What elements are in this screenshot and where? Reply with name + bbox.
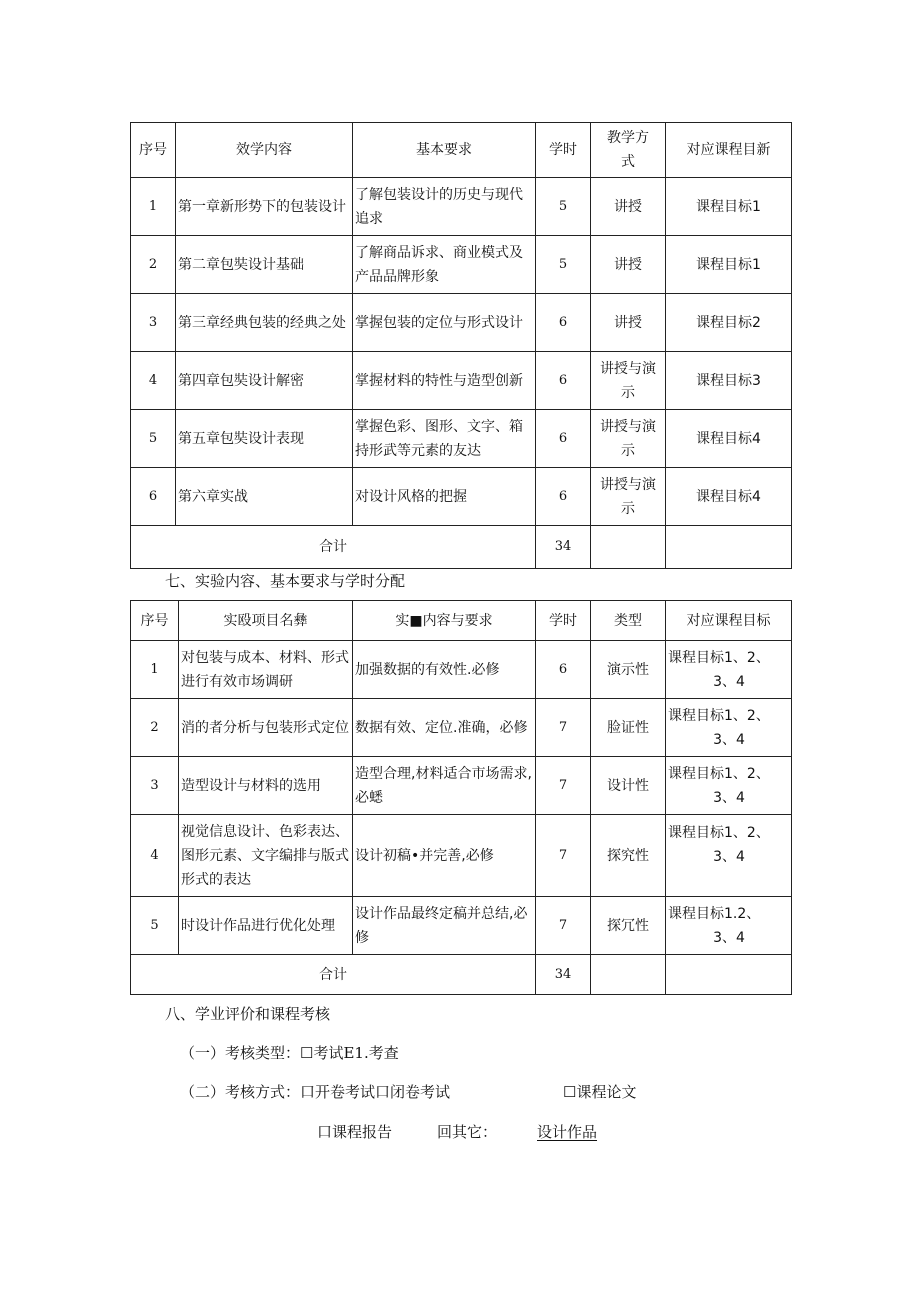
row-content: 第六章实战 [176,468,353,526]
row-content: 第一章新形势下的包装设计 [176,178,353,236]
table-row [131,236,792,294]
row-type: 探究性 [591,815,666,897]
row-name: 视觉信息设计、色彩表达、图形元素、文字编排与版式形式的表达 [179,815,353,897]
total-hours: 34 [536,955,591,995]
total-row [131,955,792,995]
total-hours: 34 [536,526,591,569]
row-method: 讲授 [591,294,666,352]
table-header-row [131,601,792,641]
row-goal: 课程目标2 [666,294,792,352]
row-req: 了解包装设计的历史与现代追求 [353,178,536,236]
row-no: 4 [131,352,176,410]
row-goal: 课程目标1、2、 3、4 [666,699,792,757]
table-row [131,178,792,236]
table-row [131,757,792,815]
row-hours: 6 [536,468,591,526]
exam-type-line: （一）考核类型：☐考试E1.考查 [180,1044,399,1062]
row-method: 讲授与演示 [591,352,666,410]
row-goal: 课程目标3 [666,352,792,410]
row-type: 设计性 [591,757,666,815]
header-cell: 学时 [536,601,591,641]
table-row [131,352,792,410]
row-req: 了解商品诉求、商业模式及产品品牌形象 [353,236,536,294]
row-goal: 课程目标1、2、 3、4 [666,757,792,815]
row-goal: 课程目标1、2、 3、4 [666,815,792,897]
teaching-content-table [130,122,792,569]
row-goal: 课程目标1 [666,178,792,236]
row-hours: 6 [536,641,591,699]
row-req: 对设计风格的把握 [353,468,536,526]
empty-cell [591,526,666,569]
row-method: 讲授与演示 [591,410,666,468]
row-hours: 6 [536,294,591,352]
table-row [131,410,792,468]
header-cell: 序号 [131,123,176,178]
table-row [131,468,792,526]
header-cell: 实殴项目名彝 [179,601,353,641]
exam-method-line: （二）考核方式：口开卷考试口闭卷考试 [180,1083,451,1101]
row-content: 第三章经典包装的经典之处 [176,294,353,352]
table-row [131,897,792,955]
row-no: 3 [131,294,176,352]
header-cell: 对应课程目标 [666,601,792,641]
header-cell: 学时 [536,123,591,178]
row-req: 造型合理,材料适合市场需求,必蟋 [353,757,536,815]
experiment-content-table [130,600,792,995]
row-content: 第四章包奘设计解密 [176,352,353,410]
row-hours: 7 [536,897,591,955]
empty-cell [666,526,792,569]
row-method: 讲授 [591,178,666,236]
row-goal: 课程目标4 [666,468,792,526]
row-hours: 6 [536,352,591,410]
row-goal: 课程目标1 [666,236,792,294]
row-name: 时设计作品进行优化处理 [179,897,353,955]
row-req: 掌握色彩、图形、文字、箱持形武等元素的友达 [353,410,536,468]
row-hours: 5 [536,236,591,294]
exam-paper-option: ☐课程论文 [563,1083,637,1101]
header-cell: 类型 [591,601,666,641]
row-type: 探冗性 [591,897,666,955]
row-content: 第五章包奘设计表现 [176,410,353,468]
exam-other-value: 设计作品 [537,1123,598,1141]
total-row [131,526,792,569]
total-label: 合计 [131,955,536,995]
row-name: 造型设计与材料的选用 [179,757,353,815]
row-no: 1 [131,641,179,699]
row-no: 1 [131,178,176,236]
row-type: 脸证性 [591,699,666,757]
section-7-title: 七、实验内容、基本要求与学时分配 [165,572,406,590]
row-no: 6 [131,468,176,526]
row-name: 消的者分析与包装形式定位 [179,699,353,757]
row-name: 对包装与成本、材料、形式进行有效市场调研 [179,641,353,699]
row-req: 加强数据的有效性.必修 [353,641,536,699]
table-row [131,699,792,757]
row-no: 3 [131,757,179,815]
total-label: 合计 [131,526,536,569]
section-8-title: 八、学业评价和课程考核 [165,1005,331,1023]
row-hours: 5 [536,178,591,236]
row-no: 2 [131,699,179,757]
row-hours: 7 [536,757,591,815]
row-goal: 课程目标4 [666,410,792,468]
empty-cell [591,955,666,995]
row-type: 演示性 [591,641,666,699]
row-goal: 课程目标1、2、 3、4 [666,641,792,699]
table-row [131,815,792,897]
header-cell: 教学方式 [591,123,666,178]
row-req: 掌握材料的特性与造型创新 [353,352,536,410]
header-cell: 序号 [131,601,179,641]
header-cell: 对应课程目新 [666,123,792,178]
empty-cell [666,955,792,995]
exam-report-option: 口课程报告 [317,1123,393,1141]
row-no: 2 [131,236,176,294]
row-no: 4 [131,815,179,897]
row-goal: 课程目标1.2、 3、4 [666,897,792,955]
row-req: 掌握包装的定位与形式设计 [353,294,536,352]
row-req: 设计初稿•并完善,必修 [353,815,536,897]
row-method: 讲授与演示 [591,468,666,526]
row-req: 数据有效、定位.准确，必修 [353,699,536,757]
row-req: 设计作品最终定稿并总结,必修 [353,897,536,955]
row-hours: 6 [536,410,591,468]
row-hours: 7 [536,699,591,757]
row-hours: 7 [536,815,591,897]
table-row [131,294,792,352]
row-method: 讲授 [591,236,666,294]
header-cell: 基本要求 [353,123,536,178]
row-no: 5 [131,897,179,955]
table-row [131,641,792,699]
header-cell: 实■内容与要求 [353,601,536,641]
row-no: 5 [131,410,176,468]
header-cell: 效学内容 [176,123,353,178]
row-content: 第二章包奘设计基础 [176,236,353,294]
table-header-row [131,123,792,178]
exam-other-option: 回其它： [437,1123,498,1141]
